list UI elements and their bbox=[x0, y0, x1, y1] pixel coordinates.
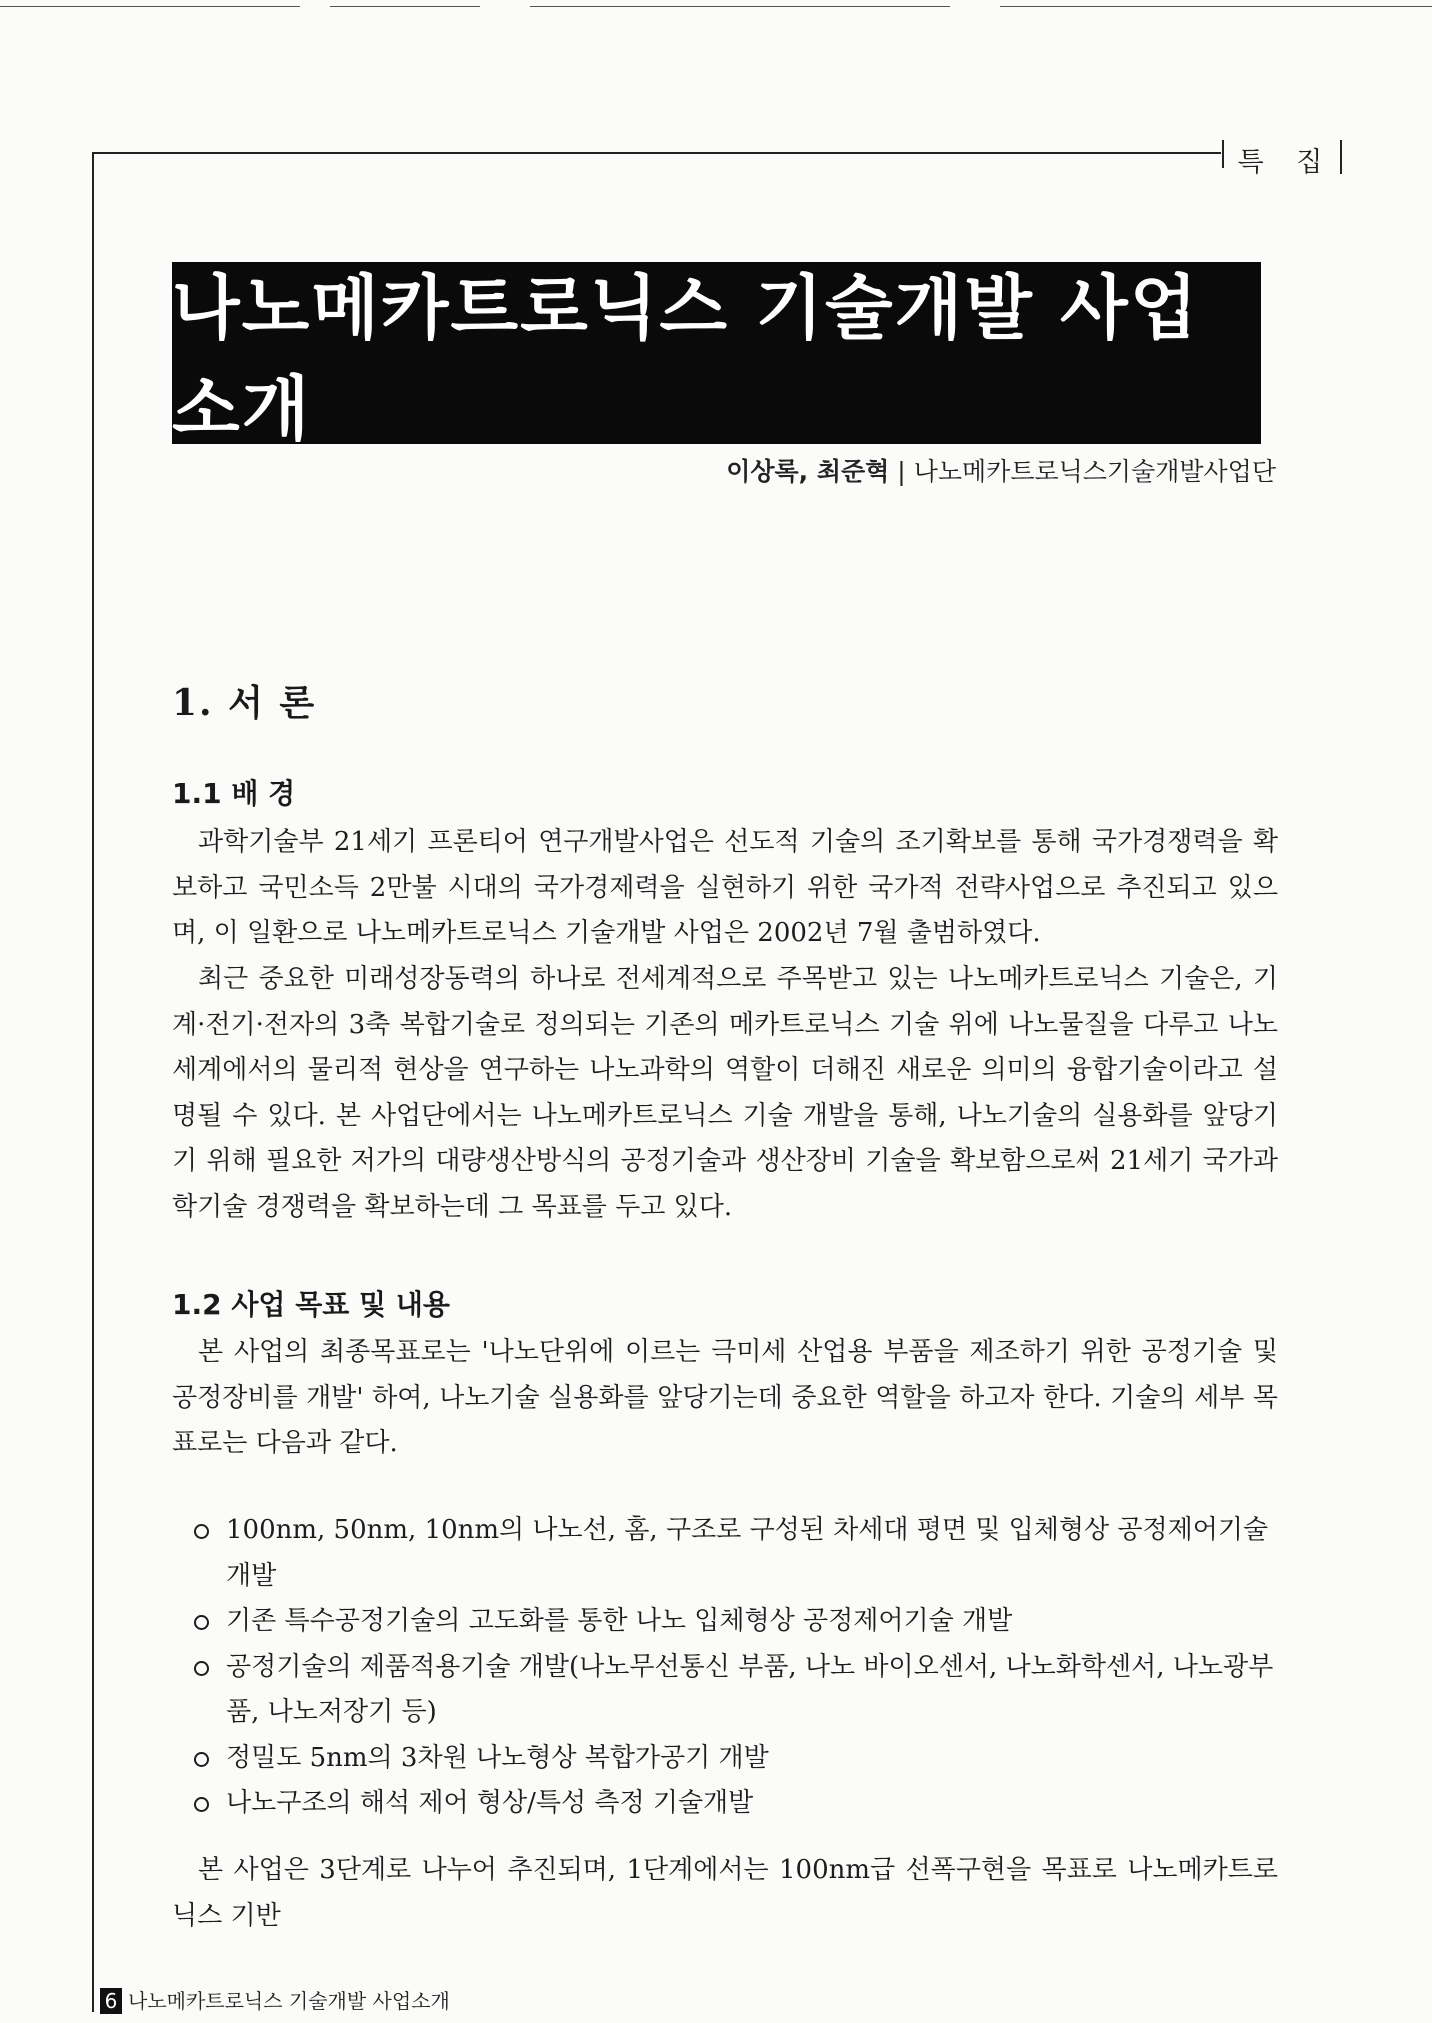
left-margin-rule bbox=[92, 152, 94, 2012]
byline-separator: | bbox=[897, 457, 906, 486]
authors: 이상록, 최준혁 bbox=[726, 457, 890, 486]
byline bbox=[726, 452, 1276, 488]
list-item bbox=[194, 1736, 1278, 1782]
scan-line bbox=[1000, 6, 1432, 7]
circle-bullet-icon bbox=[194, 1615, 209, 1630]
list-item bbox=[194, 1508, 1278, 1599]
subsection-heading-background: 1.1 배 경 bbox=[172, 777, 296, 810]
section-tag: 특 집 bbox=[1237, 147, 1335, 178]
paragraph-goals-2: 본 사업은 3단계로 나누어 추진되며, 1단계에서는 100nm급 선폭구현을 목표로 나노메카트로닉스 기반 bbox=[172, 1855, 1278, 1931]
paragraph-background-2: 최근 중요한 미래성장동력의 하나로 전세계적으로 주목받고 있는 나노메카트로닉스 기술은, 기계·전기·전자의 3축 복합기술로 정의되는 기존의 메카트로닉스 기술 위에 나노물질을 다루고 나노세계에서의 물리적 현상을 연구하는 나노과학의 역할이 더해진 새로운 의미의 융합기술이라고 설명될 수 있다. 본 사업단에서는 나노메카트로닉스 기술 개발을 통해, 나노기술의 실용화를 앞당기기 위해 필요한 저가의 대량생산방식의 공정기술과 생산장비 기술을 확보함으로써 21세기 국가과학기술 경쟁력을 확보하는데 그 목표를 두고 있다. bbox=[172, 964, 1278, 1222]
page-number: 6 bbox=[100, 1988, 122, 2014]
goal-list bbox=[194, 1508, 1278, 1827]
list-item-text: 나노구조의 해석 제어 형상/특성 측정 기술개발 bbox=[226, 1788, 754, 1818]
list-item bbox=[194, 1599, 1278, 1645]
page-title: 나노메카트로닉스 기술개발 사업 소개 bbox=[172, 267, 1200, 450]
header-divider bbox=[1222, 140, 1224, 168]
circle-bullet-icon bbox=[194, 1797, 209, 1812]
header-divider bbox=[1340, 140, 1342, 174]
list-item-text: 정밀도 5nm의 3차원 나노형상 복합가공기 개발 bbox=[226, 1742, 769, 1773]
circle-bullet-icon bbox=[194, 1752, 209, 1767]
list-item bbox=[194, 1781, 1278, 1827]
subsection-heading-goals: 1.2 사업 목표 및 내용 bbox=[172, 1288, 450, 1321]
list-item-text: 공정기술의 제품적용기술 개발(나노무선통신 부품, 나노 바이오센서, 나노화학센서, 나노광부품, 나노저장기 등) bbox=[226, 1651, 1274, 1727]
paragraph-background-1: 과학기술부 21세기 프론티어 연구개발사업은 선도적 기술의 조기확보를 통해 국가경쟁력을 확보하고 국민소득 2만불 시대의 국가경제력을 실현하기 위한 국가적 전략사업으로 추진되고 있으며, 이 일환으로 나노메카트로닉스 기술개발 사업은 2002년 7월 출범하였다. bbox=[172, 827, 1278, 948]
list-item bbox=[194, 1645, 1278, 1736]
paragraph-goals-1: 본 사업의 최종목표로는 '나노단위에 이르는 극미세 산업용 부품을 제조하기 위한 공정기술 및 공정장비를 개발' 하여, 나노기술 실용화를 앞당기는데 중요한 역할을 하고자 한다. 기술의 세부 목표로는 다음과 같다. bbox=[172, 1337, 1278, 1458]
title-banner bbox=[172, 262, 1261, 450]
scan-line bbox=[0, 6, 300, 7]
affiliation: 나노메카트로닉스기술개발사업단 bbox=[913, 457, 1276, 486]
header-rule bbox=[93, 152, 1221, 154]
section-heading-introduction: 1. 서 론 bbox=[172, 682, 317, 724]
scan-line bbox=[330, 6, 480, 7]
list-item-text: 기존 특수공정기술의 고도화를 통한 나노 입체형상 공정제어기술 개발 bbox=[226, 1606, 1013, 1636]
list-item-text: 100nm, 50nm, 10nm의 나노선, 홈, 구조로 구성된 차세대 평면 및 입체형상 공정제어기술 개발 bbox=[226, 1515, 1269, 1591]
circle-bullet-icon bbox=[194, 1661, 209, 1676]
running-title: 나노메카트로닉스 기술개발 사업소개 bbox=[128, 1989, 450, 2013]
circle-bullet-icon bbox=[194, 1524, 209, 1539]
scan-line bbox=[530, 6, 950, 7]
